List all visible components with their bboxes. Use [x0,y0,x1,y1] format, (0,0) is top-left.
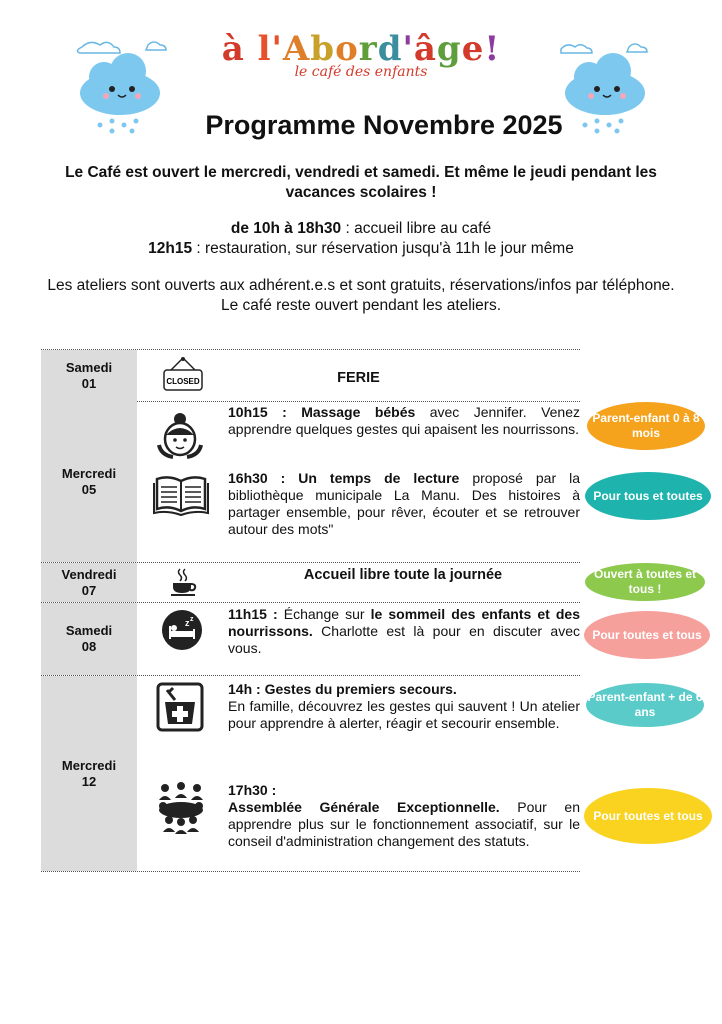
event-title: Accueil libre toute la journée [303,567,503,583]
audience-badge: Parent-enfant 0 à 8 mois [587,402,705,450]
day-date: 01 [81,375,97,391]
logo-subtitle: le café des enfants [294,64,428,80]
day-cell [41,676,137,871]
day-date: 05 [81,481,97,497]
day-date: 12 [81,773,97,789]
logo-main: à l'Abord'âge! [221,29,501,69]
closed-sign-text: CLOSED [166,377,200,386]
opening-hours [40,219,682,259]
event-title: 14h : Gestes du premiers secours. [228,681,457,697]
sleep-icon [161,609,203,651]
day-date: 08 [81,639,97,654]
audience-badge: Ouvert à toutes et tous ! [585,563,705,601]
event-text: En famille, découvrez les gestes qui sauvent ! Un atelier pour apprendre à alerter, réagir et secourir ensemble. [228,698,580,731]
audience-badge: Pour toutes et tous [584,611,710,659]
day-date: 07 [81,582,97,598]
day-cell [41,563,137,602]
book-icon [153,473,209,517]
audience-badge: Pour toutes et tous [584,788,712,844]
schedule-row [41,401,580,563]
lunch-text: : restauration, sur réservation jusqu'à 11h le jour même [192,240,574,257]
schedule-row [41,563,580,603]
event-text: avec Jennifer. Venez apprendre quelques gestes qui apaisent les nourrissons. [228,404,581,437]
audience-badge: Parent-enfant + de 6 ans [586,683,704,727]
event-pre: Échange sur [283,606,371,622]
event-time: 16h30 : [228,470,299,486]
schedule-row [41,349,580,402]
day-cell [41,401,137,562]
svg-text:z: z [185,618,190,628]
event-title: Assemblée Générale Exceptionnelle. [228,799,500,815]
lunch-bold: 12h15 [148,240,193,257]
day-label: Samedi [65,623,113,638]
event-time: 17h30 : [228,782,277,798]
day-label: Mercredi [61,465,117,481]
holiday-title: FERIE [337,370,380,386]
event-time: 11h15 : [228,606,284,622]
event-text: proposé par la bibliothèque municipale La Manu. Des histoires à partager ensemble, pour rêver, écouter et se retrouver autour des mots" [228,470,580,537]
svg-text:z: z [190,616,194,623]
opening-days: Le Café est ouvert le mercredi, vendredi et samedi. Et même le jeudi pendant les vacances scolaires ! [65,164,657,201]
schedule-row [41,676,580,872]
event-title: Un temps de lecture [298,470,460,486]
assembly-icon [153,780,209,836]
page-title: Programme Novembre 2025 [205,110,563,140]
event-title: Massage bébés [301,404,416,420]
event-sleep [228,606,580,657]
hours-bold: de 10h à 18h30 [230,220,342,237]
schedule-row [41,603,580,676]
workshop-info: Les ateliers sont ouverts aux adhérent.e.s et sont gratuits, réservations/infos par téléphone. Le café reste ouvert pendant les ateliers. [47,277,675,314]
day-cell [41,350,137,401]
event-title: le sommeil des enfants et des nourrissons. [228,606,581,639]
event-reading [228,470,580,538]
day-label: Vendredi [61,566,117,582]
day-label: Mercredi [61,757,117,773]
day-label: Samedi [65,359,113,375]
event-text: Pour en apprendre plus sur le fonctionnement associatif, sur le conseil d'administration changement des statuts. [228,799,580,849]
event-massage [228,404,580,438]
audience-badge: Pour tous et toutes [585,472,711,520]
event-time: 10h15 : [228,404,302,420]
hours-text: : accueil libre au café [341,220,492,237]
first-aid-icon [155,680,205,732]
baby-massage-icon [155,411,205,461]
day-cell [41,603,137,675]
logo [0,30,722,80]
event-text: Charlotte est là pour en discuter avec vous. [228,623,580,656]
coffee-cup-icon [169,567,199,597]
event-assembly [228,782,580,850]
event-first-aid [228,681,580,732]
